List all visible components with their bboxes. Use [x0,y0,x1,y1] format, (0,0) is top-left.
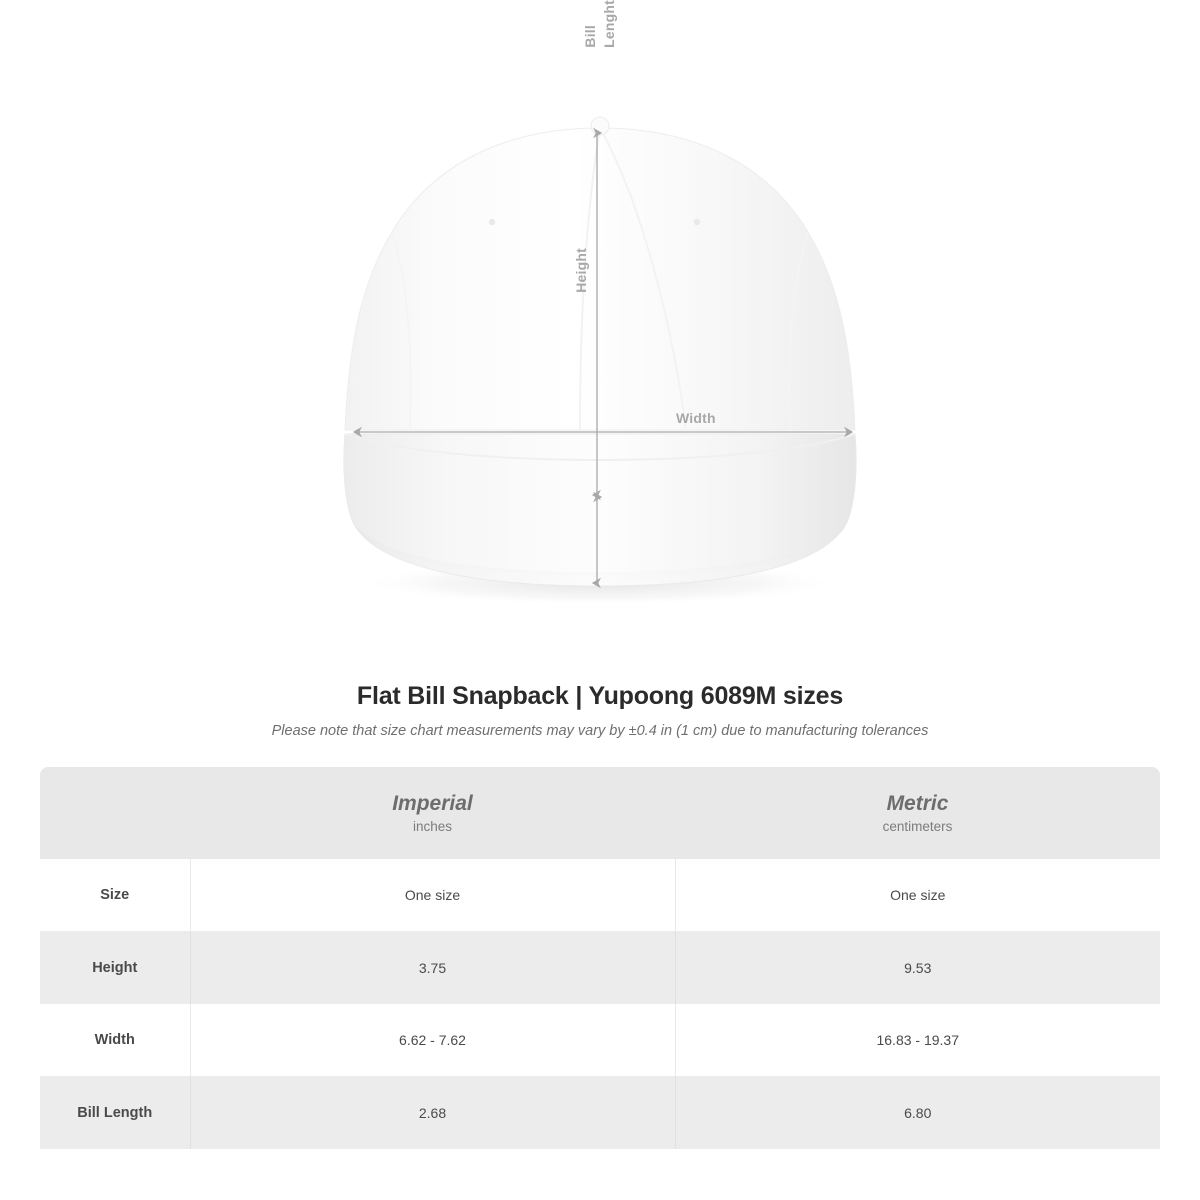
cell-bill-length-metric: 6.80 [675,1077,1160,1150]
metric-unit-sub: centimeters [882,819,953,834]
metric-unit-name: Metric [886,792,949,815]
bill-length-label-line1: Bill [581,25,598,48]
imperial-unit-sub: inches [412,819,453,834]
row-label-width: Width [40,1004,190,1077]
height-dimension-label: Height [573,248,589,293]
table-row [40,1077,1160,1150]
page-title: Flat Bill Snapback | Yupoong 6089M sizes [356,682,844,710]
cell-width-imperial: 6.62 - 7.62 [190,1004,675,1077]
cell-bill-length-imperial: 2.68 [190,1077,675,1150]
imperial-unit-name: Imperial [392,792,473,815]
header-corner-cell [40,767,190,859]
row-label-size: Size [40,859,190,932]
width-dimension-label: Width [676,410,716,426]
table-row [40,932,1160,1005]
row-label-height: Height [40,932,190,1005]
header-imperial [190,767,675,859]
table-header-row [40,767,1160,859]
cell-height-imperial: 3.75 [190,932,675,1005]
row-label-bill-length: Bill Length [40,1077,190,1150]
cell-size-imperial: One size [190,859,675,932]
header-metric [675,767,1160,859]
size-chart-table-wrapper [40,767,1160,1149]
title-block [0,682,1200,739]
measurement-note: Please note that size chart measurements may vary by ±0.4 in (1 cm) due to manufacturing tolerances [271,723,929,739]
size-chart-table [40,767,1160,1149]
table-row [40,859,1160,932]
cell-size-metric: One size [675,859,1160,932]
bill-length-label-line2: Lenght [601,0,618,48]
table-row [40,1004,1160,1077]
cell-height-metric: 9.53 [675,932,1160,1005]
cell-width-metric: 16.83 - 19.37 [675,1004,1160,1077]
